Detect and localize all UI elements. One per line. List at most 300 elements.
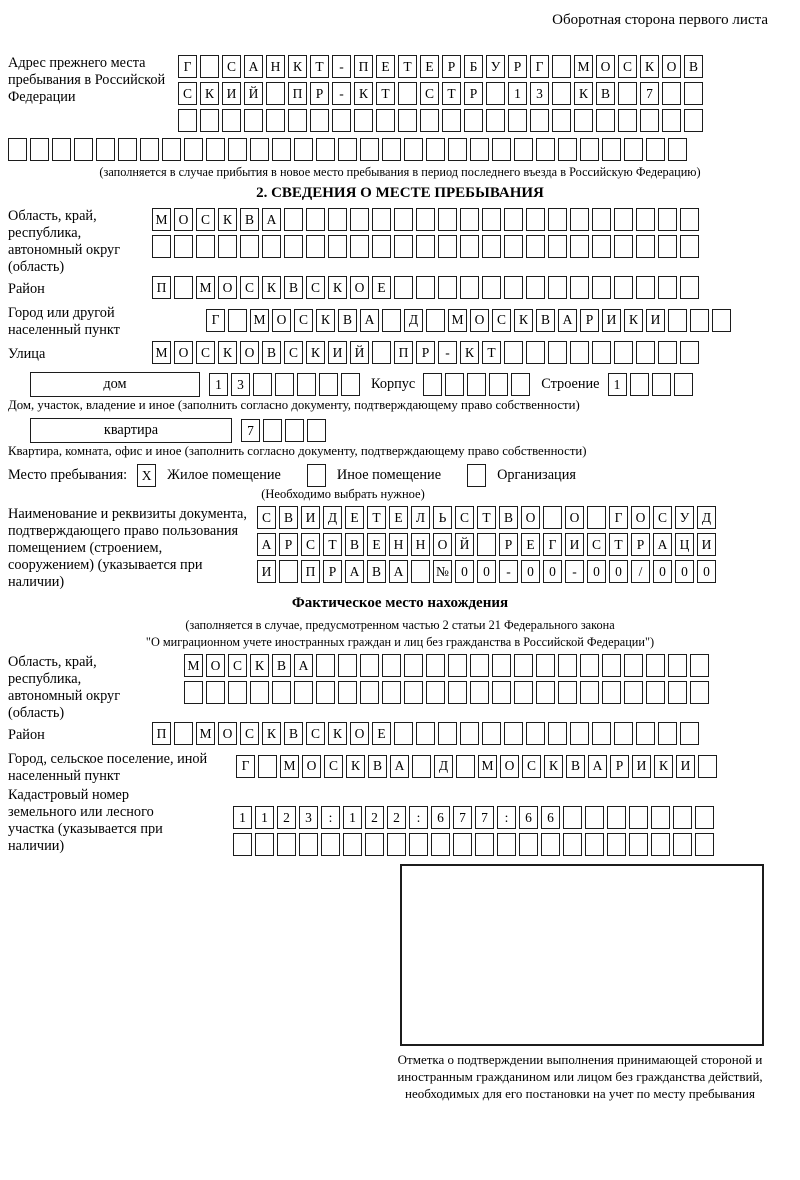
char-box[interactable] [680,722,699,745]
char-box[interactable]: С [618,55,637,78]
char-box[interactable]: А [558,309,577,332]
char-box[interactable]: Е [345,506,364,529]
char-box[interactable] [548,235,567,258]
char-box[interactable] [630,373,649,396]
char-box[interactable]: Р [323,560,342,583]
char-box[interactable]: Г [609,506,628,529]
char-box[interactable] [526,276,545,299]
char-box[interactable] [640,109,659,132]
char-box[interactable] [411,560,430,583]
char-box[interactable] [438,235,457,258]
char-box[interactable] [206,681,225,704]
char-box[interactable]: Г [236,755,255,778]
char-box[interactable] [486,109,505,132]
char-box[interactable]: Е [367,533,386,556]
char-box[interactable]: М [280,755,299,778]
char-box[interactable]: 1 [255,806,274,829]
char-box[interactable] [482,722,501,745]
char-box[interactable]: И [697,533,716,556]
char-box[interactable] [592,722,611,745]
char-box[interactable] [453,833,472,856]
char-box[interactable] [636,722,655,745]
char-box[interactable]: А [294,654,313,677]
char-box[interactable] [652,373,671,396]
char-box[interactable] [321,833,340,856]
char-box[interactable]: - [332,55,351,78]
char-box[interactable] [658,341,677,364]
char-box[interactable] [470,681,489,704]
char-box[interactable] [695,806,714,829]
char-box[interactable] [338,138,357,161]
char-box[interactable]: С [196,208,215,231]
char-box[interactable] [570,276,589,299]
char-box[interactable] [482,208,501,231]
char-box[interactable]: Т [609,533,628,556]
char-box[interactable] [563,806,582,829]
char-box[interactable]: В [262,341,281,364]
char-box[interactable] [140,138,159,161]
char-box[interactable]: : [497,806,516,829]
char-box[interactable]: И [301,506,320,529]
char-box[interactable] [272,681,291,704]
char-box[interactable]: Л [411,506,430,529]
char-box[interactable] [398,109,417,132]
char-box[interactable]: Е [389,506,408,529]
char-box[interactable] [409,833,428,856]
char-box[interactable] [548,208,567,231]
char-box[interactable] [294,681,313,704]
char-box[interactable] [426,654,445,677]
char-box[interactable] [646,681,665,704]
char-box[interactable] [526,722,545,745]
char-box[interactable]: К [218,208,237,231]
char-box[interactable]: В [284,276,303,299]
char-box[interactable] [178,109,197,132]
char-box[interactable] [492,681,511,704]
char-box[interactable] [316,681,335,704]
char-box[interactable] [277,833,296,856]
char-box[interactable]: С [420,82,439,105]
char-box[interactable] [489,373,508,396]
char-box[interactable]: Д [697,506,716,529]
char-box[interactable] [514,681,533,704]
char-box[interactable]: 0 [587,560,606,583]
checkbox-organizatsiya[interactable] [467,464,486,487]
char-box[interactable]: М [448,309,467,332]
char-box[interactable]: О [240,341,259,364]
char-box[interactable]: С [294,309,313,332]
char-box[interactable] [350,235,369,258]
char-box[interactable]: Ь [433,506,452,529]
char-box[interactable] [536,681,555,704]
char-box[interactable] [306,235,325,258]
char-box[interactable]: К [624,309,643,332]
char-box[interactable] [580,138,599,161]
char-box[interactable]: А [360,309,379,332]
char-box[interactable]: К [306,341,325,364]
char-box[interactable] [614,722,633,745]
char-box[interactable] [200,55,219,78]
char-box[interactable] [306,208,325,231]
char-box[interactable] [602,681,621,704]
char-box[interactable] [372,208,391,231]
char-box[interactable] [442,109,461,132]
char-box[interactable] [636,341,655,364]
char-box[interactable]: М [152,341,171,364]
char-box[interactable] [372,235,391,258]
char-box[interactable] [541,833,560,856]
char-box[interactable]: В [279,506,298,529]
char-box[interactable] [543,506,562,529]
char-box[interactable]: К [200,82,219,105]
char-box[interactable]: 0 [675,560,694,583]
char-box[interactable] [448,681,467,704]
char-box[interactable]: В [368,755,387,778]
char-box[interactable] [448,654,467,677]
char-box[interactable] [662,109,681,132]
char-box[interactable] [8,138,27,161]
char-box[interactable] [558,138,577,161]
char-box[interactable]: И [676,755,695,778]
char-box[interactable] [552,82,571,105]
char-box[interactable] [636,235,655,258]
char-box[interactable]: М [152,208,171,231]
char-box[interactable] [316,138,335,161]
char-box[interactable] [250,138,269,161]
char-box[interactable]: К [218,341,237,364]
char-box[interactable] [162,138,181,161]
char-box[interactable]: В [684,55,703,78]
char-box[interactable]: Д [323,506,342,529]
char-box[interactable] [30,138,49,161]
char-box[interactable]: - [332,82,351,105]
char-box[interactable]: 6 [541,806,560,829]
char-box[interactable]: К [250,654,269,677]
char-box[interactable] [354,109,373,132]
char-box[interactable] [294,138,313,161]
char-box[interactable]: С [324,755,343,778]
char-box[interactable] [297,373,316,396]
char-box[interactable]: Р [464,82,483,105]
char-box[interactable] [263,419,282,442]
char-box[interactable] [511,373,530,396]
char-box[interactable] [629,833,648,856]
char-box[interactable] [492,138,511,161]
char-box[interactable] [174,276,193,299]
char-box[interactable] [284,235,303,258]
char-box[interactable] [310,109,329,132]
char-box[interactable] [585,806,604,829]
char-box[interactable] [624,654,643,677]
char-box[interactable]: Б [464,55,483,78]
char-box[interactable] [470,138,489,161]
char-box[interactable]: Т [398,55,417,78]
char-box[interactable]: 1 [508,82,527,105]
char-box[interactable]: Г [530,55,549,78]
char-box[interactable]: 3 [299,806,318,829]
char-box[interactable]: 1 [209,373,228,396]
char-box[interactable]: Т [310,55,329,78]
char-box[interactable]: О [565,506,584,529]
char-box[interactable] [690,654,709,677]
char-box[interactable]: М [184,654,203,677]
char-box[interactable] [394,208,413,231]
char-box[interactable] [412,755,431,778]
char-box[interactable] [152,235,171,258]
char-box[interactable]: К [346,755,365,778]
char-box[interactable]: Е [521,533,540,556]
char-box[interactable]: С [306,722,325,745]
char-box[interactable] [398,82,417,105]
char-box[interactable]: А [257,533,276,556]
char-box[interactable]: О [500,755,519,778]
char-box[interactable] [266,109,285,132]
char-box[interactable]: Т [482,341,501,364]
char-box[interactable]: - [499,560,518,583]
char-box[interactable] [519,833,538,856]
char-box[interactable]: П [288,82,307,105]
char-box[interactable] [668,681,687,704]
char-box[interactable] [445,373,464,396]
char-box[interactable]: Т [376,82,395,105]
char-box[interactable]: К [262,276,281,299]
char-box[interactable] [680,208,699,231]
char-box[interactable] [416,722,435,745]
char-box[interactable] [365,833,384,856]
char-box[interactable]: С [301,533,320,556]
char-box[interactable]: 0 [455,560,474,583]
char-box[interactable] [341,373,360,396]
char-box[interactable] [279,560,298,583]
char-box[interactable]: К [514,309,533,332]
char-box[interactable] [266,82,285,105]
char-box[interactable] [548,722,567,745]
char-box[interactable]: С [228,654,247,677]
char-box[interactable] [618,82,637,105]
char-box[interactable] [618,109,637,132]
char-box[interactable]: Р [416,341,435,364]
char-box[interactable]: В [240,208,259,231]
char-box[interactable]: М [196,722,215,745]
char-box[interactable] [658,276,677,299]
char-box[interactable]: О [174,208,193,231]
char-box[interactable] [646,654,665,677]
char-box[interactable] [504,341,523,364]
char-box[interactable] [250,681,269,704]
char-box[interactable]: Т [367,506,386,529]
char-box[interactable]: П [394,341,413,364]
char-box[interactable] [614,341,633,364]
char-box[interactable] [504,208,523,231]
char-box[interactable] [460,276,479,299]
char-box[interactable]: Р [310,82,329,105]
char-box[interactable]: 2 [387,806,406,829]
char-box[interactable] [460,235,479,258]
char-box[interactable]: Г [206,309,225,332]
char-box[interactable] [658,235,677,258]
char-box[interactable]: О [350,722,369,745]
char-box[interactable] [536,654,555,677]
char-box[interactable] [360,138,379,161]
char-box[interactable] [74,138,93,161]
char-box[interactable]: У [675,506,694,529]
char-box[interactable]: Д [434,755,453,778]
char-box[interactable] [651,833,670,856]
char-box[interactable] [448,138,467,161]
char-box[interactable] [52,138,71,161]
char-box[interactable] [284,208,303,231]
char-box[interactable] [580,681,599,704]
char-box[interactable] [690,681,709,704]
char-box[interactable] [426,681,445,704]
char-box[interactable]: Р [631,533,650,556]
char-box[interactable]: А [389,560,408,583]
char-box[interactable]: 1 [343,806,362,829]
char-box[interactable]: 7 [241,419,260,442]
char-box[interactable] [307,419,326,442]
char-box[interactable] [607,833,626,856]
char-box[interactable]: С [455,506,474,529]
char-box[interactable]: 7 [475,806,494,829]
char-box[interactable] [526,341,545,364]
char-box[interactable] [394,722,413,745]
char-box[interactable] [272,138,291,161]
char-box[interactable] [328,208,347,231]
char-box[interactable]: В [566,755,585,778]
char-box[interactable] [690,309,709,332]
char-box[interactable]: К [288,55,307,78]
char-box[interactable]: Е [372,276,391,299]
char-box[interactable] [592,276,611,299]
char-box[interactable]: 7 [640,82,659,105]
char-box[interactable]: 6 [431,806,450,829]
char-box[interactable]: К [316,309,335,332]
char-box[interactable] [530,109,549,132]
char-box[interactable] [460,208,479,231]
char-box[interactable]: 1 [608,373,627,396]
char-box[interactable]: Д [404,309,423,332]
char-box[interactable]: № [433,560,452,583]
char-box[interactable] [475,833,494,856]
char-box[interactable]: К [544,755,563,778]
char-box[interactable]: С [492,309,511,332]
char-box[interactable] [602,138,621,161]
char-box[interactable]: А [588,755,607,778]
char-box[interactable] [680,341,699,364]
char-box[interactable] [404,138,423,161]
char-box[interactable] [695,833,714,856]
char-box[interactable]: И [565,533,584,556]
char-box[interactable]: В [345,533,364,556]
char-box[interactable] [382,654,401,677]
char-box[interactable] [514,138,533,161]
char-box[interactable]: Е [420,55,439,78]
char-box[interactable] [387,833,406,856]
char-box[interactable]: 3 [530,82,549,105]
char-box[interactable]: 3 [231,373,250,396]
char-box[interactable]: / [631,560,650,583]
char-box[interactable] [504,235,523,258]
char-box[interactable]: В [338,309,357,332]
char-box[interactable]: А [262,208,281,231]
char-box[interactable] [426,138,445,161]
char-box[interactable] [658,722,677,745]
char-box[interactable] [184,681,203,704]
char-box[interactable]: И [602,309,621,332]
char-box[interactable] [673,806,692,829]
char-box[interactable]: 0 [477,560,496,583]
char-box[interactable]: С [240,722,259,745]
char-box[interactable] [360,654,379,677]
char-box[interactable]: О [433,533,452,556]
char-box[interactable] [275,373,294,396]
char-box[interactable] [332,109,351,132]
char-box[interactable] [174,235,193,258]
char-box[interactable] [244,109,263,132]
char-box[interactable] [684,109,703,132]
char-box[interactable] [548,276,567,299]
char-box[interactable] [698,755,717,778]
char-box[interactable] [360,681,379,704]
char-box[interactable]: И [222,82,241,105]
char-box[interactable] [288,109,307,132]
char-box[interactable] [218,235,237,258]
char-box[interactable]: О [631,506,650,529]
char-box[interactable] [526,208,545,231]
char-box[interactable]: 0 [653,560,672,583]
char-box[interactable] [684,82,703,105]
char-box[interactable]: М [478,755,497,778]
char-box[interactable]: О [302,755,321,778]
char-box[interactable]: 2 [277,806,296,829]
char-box[interactable]: Р [499,533,518,556]
char-box[interactable] [438,276,457,299]
char-box[interactable]: Й [244,82,263,105]
char-box[interactable]: П [354,55,373,78]
char-box[interactable] [96,138,115,161]
char-box[interactable]: В [596,82,615,105]
char-box[interactable] [482,235,501,258]
char-box[interactable] [668,309,687,332]
char-box[interactable] [673,833,692,856]
char-box[interactable] [343,833,362,856]
char-box[interactable] [629,806,648,829]
checkbox-inoe[interactable] [307,464,326,487]
char-box[interactable] [662,82,681,105]
char-box[interactable] [456,755,475,778]
char-box[interactable] [570,235,589,258]
char-box[interactable] [338,681,357,704]
char-box[interactable]: М [574,55,593,78]
char-box[interactable] [651,806,670,829]
checkbox-zhiloe[interactable]: X [137,464,156,487]
char-box[interactable]: К [640,55,659,78]
char-box[interactable]: С [284,341,303,364]
char-box[interactable] [470,654,489,677]
char-box[interactable]: О [174,341,193,364]
char-box[interactable]: И [328,341,347,364]
char-box[interactable]: В [499,506,518,529]
char-box[interactable] [636,276,655,299]
char-box[interactable] [646,138,665,161]
char-box[interactable] [438,722,457,745]
char-box[interactable]: Н [266,55,285,78]
char-box[interactable] [614,208,633,231]
char-box[interactable] [228,681,247,704]
char-box[interactable] [570,341,589,364]
char-box[interactable] [262,235,281,258]
char-box[interactable]: В [284,722,303,745]
